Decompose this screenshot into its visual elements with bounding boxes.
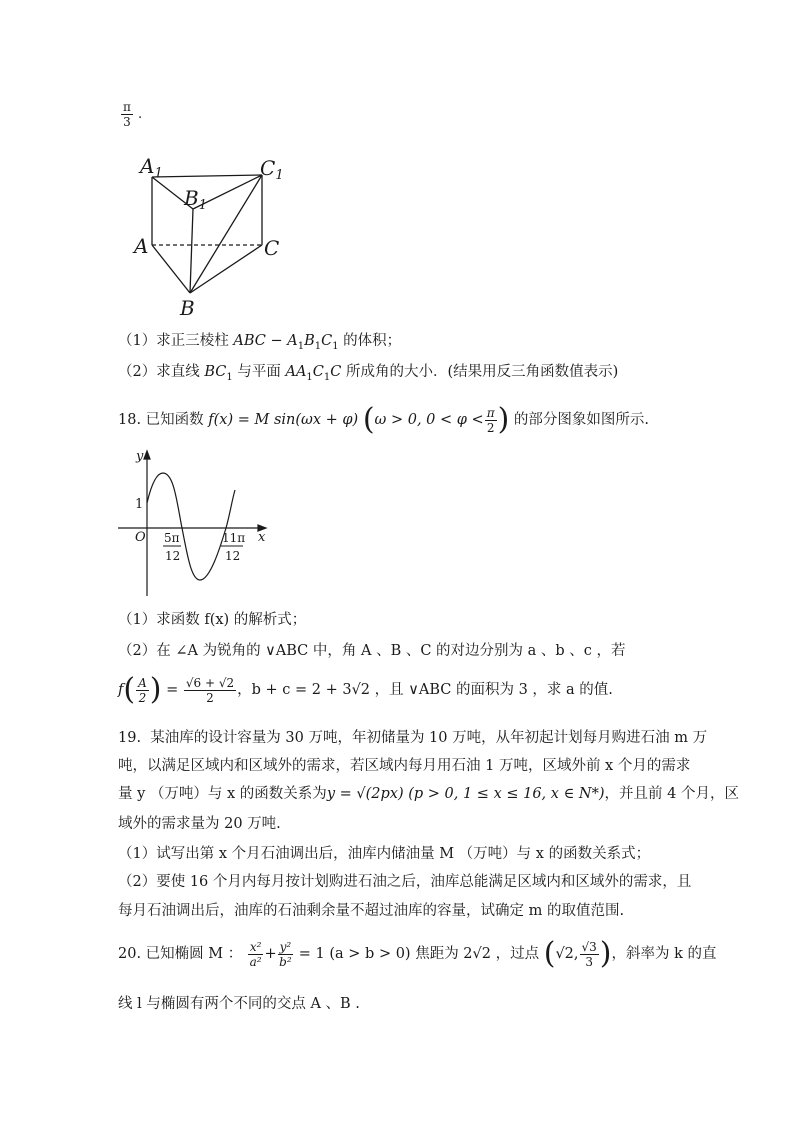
q18-stem: 18. 已知函数 f(x) = M sin(ωx + φ) (ω > 0, 0 < φ < $\frac{\pi}{2}$ ) 的部分图象如图所示. xyxy=(118,402,650,437)
x-tick-5pi-den: 12 xyxy=(165,549,181,563)
origin-label: O xyxy=(135,530,146,545)
label-a1: $A_1$ xyxy=(140,155,163,181)
q20-line1: 20. 已知椭圆 M ： $\frac{\text{x²}}{\text{a²}}$ + $\frac{\text{y²}}{\text{b²}}$ = 1 (a > b > 0) 焦距为 2√2 ，过点 (√2, $\frac{√3}{3}$ )，斜率为 k 的直 xyxy=(118,936,717,971)
label-c1: $C_1$ xyxy=(260,156,284,183)
x-tick-11pi-num: 11π xyxy=(222,531,246,545)
edge-a-b xyxy=(152,245,190,293)
x-label: x xyxy=(258,530,266,545)
top-fraction: $\frac{\pi}{3}$ . xyxy=(123,100,143,129)
label-c: C xyxy=(264,236,280,260)
x-tick-5pi-num: 5π xyxy=(164,531,180,545)
label-b: B xyxy=(180,296,195,320)
label-b1: $B_1$ xyxy=(184,186,207,213)
sine-graph xyxy=(118,448,273,598)
edge-b1-b xyxy=(190,209,193,293)
q17-part2: （2）求直线 $BC_1$ 与平面 $AA_1C_1C$ 所成角的大小．(结果用反三角函数值表示) xyxy=(118,364,619,383)
x-tick-11pi-den: 12 xyxy=(225,549,241,563)
q19-part2-line2: 每月石油调出后，油库的石油剩余量不超过油库的容量，试确定 m 的取值范围. xyxy=(118,903,625,919)
y-axis-arrow xyxy=(144,451,150,459)
edge-a1-c1 xyxy=(152,175,262,177)
x2-over-a2: $\frac{\text{x²}}{\text{a²}}$ xyxy=(249,939,262,969)
y-label: y xyxy=(136,449,144,464)
q19-line3: 量 y （万吨）与 x 的函数关系为y = √(2px) (p > 0, 1 ≤ x ≤ 16, x ∈ N*)，并且前 4 个月，区 xyxy=(118,786,739,802)
pi-over-3: $\frac{\pi}{3}$ xyxy=(123,100,131,129)
q19-line2: 吨，以满足区域内和区域外的需求，若区域内每月用石油 1 万吨，区域外前 x 个月的需求 xyxy=(118,758,691,774)
q18-part2-line2: f( $\frac{A}{2}$ ) = $\frac{√6 + √2}{2}$ ，b + c = 2 + 3√2 ，且 ∨ABC 的面积为 3 ，求 a 的值. xyxy=(118,672,613,707)
label-a: A xyxy=(134,234,149,258)
sine-curve xyxy=(147,473,235,580)
y-tick-1: 1 xyxy=(135,497,144,512)
q18-part1: （1）求函数 f(x) 的解析式； xyxy=(118,612,307,628)
q19-line4: 域外的需求量为 20 万吨. xyxy=(118,816,281,832)
y2-over-b2: $\frac{\text{y²}}{\text{b²}}$ xyxy=(279,939,292,969)
edge-b-c xyxy=(190,245,262,293)
q19-line1: 19. 某油库的设计容量为 30 万吨，年初储量为 10 万吨，从年初起计划每月购进石油 m 万 xyxy=(118,730,708,746)
q20-line2: 线 l 与椭圆有两个不同的交点 A 、B . xyxy=(118,996,360,1012)
q19-part2-line1: （2）要使 16 个月内每月按计划购进石油之后，油库总能满足区域内和区域外的需求，且 xyxy=(118,874,692,890)
q17-part1: （1）求正三棱柱 ABC − $A_1B_1C_1$ 的体积； xyxy=(118,333,402,352)
prism-figure xyxy=(130,155,300,320)
q19-part1: （1）试写出第 x 个月石油调出后，油库内储油量 M （万吨）与 x 的函数关系式； xyxy=(118,846,651,862)
q18-part2-line1: （2）在 ∠A 为锐角的 ∨ABC 中，角 A 、B 、C 的对边分别为 a 、b 、c ，若 xyxy=(118,643,626,659)
